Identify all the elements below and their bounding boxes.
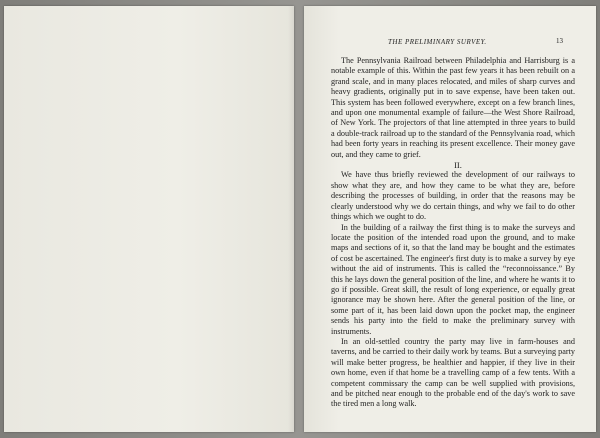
paragraph: We have thus briefly reviewed the development of our railways to show what they are, and how they came to be what they are, before describing the processes of building, in order that the reasons may be clearly understood why we do certain things, and why we fail to do other things which we ought to do. [331,170,575,222]
gutter-shadow [288,6,294,432]
page-body-text [331,56,575,410]
paragraph: In an old-settled country the party may live in farm-houses and taverns, and be carried to their daily work by teams. But a surveying party will make better progress, be healthier and happier, if they live in their own home, even if that home be a travelling camp of a few tents. With a competent commissary the camp can be well supplied with provisions, and be pitched near enough to the probable end of the day's work to save the tired men a long walk. [331,336,575,409]
running-head: THE PRELIMINARY SURVEY. [388,38,487,46]
page-number: 13 [556,37,563,45]
right-page [304,6,596,432]
section-number: II. [454,160,462,171]
paragraph: The Pennsylvania Railroad between Philadelphia and Harrisburg is a notable example of this. Within the past few years it has been rebuilt on a grand scale, and in many places relocated, and miles of sharp curves and heavy gradients, originally put in to save expense, have been taken out. This system has been followed everywhere, except on a few branch lines, and upon one monumental example of failure—the West Shore Railroad, of New York. The projectors of that line attempted in three years to build a double-track railroad up to the standard of the Pennsylvania road, which had been forty years in reaching its present excellence. Their money gave out, and they came to grief. [331,56,575,159]
paragraph: In the building of a railway the first thing is to make the surveys and locate the position of the intended road upon the ground, and to make maps and sections of it, so that the land may be bought and the estimates of cost be ascertained. The engineer's first duty is to make a survey by eye without the aid of instruments. This is called the “reconnoissance.” By this he lays down the general position of the line, and where he wants it to go if possible. Great skill, the result of long experience, or equally great ignorance may be shown here. After the general position of the line, or some part of it, has been laid down upon the pocket map, the engineer sends his party into the field to make the preliminary survey with instruments. [331,222,575,336]
left-page-blank [4,6,294,432]
